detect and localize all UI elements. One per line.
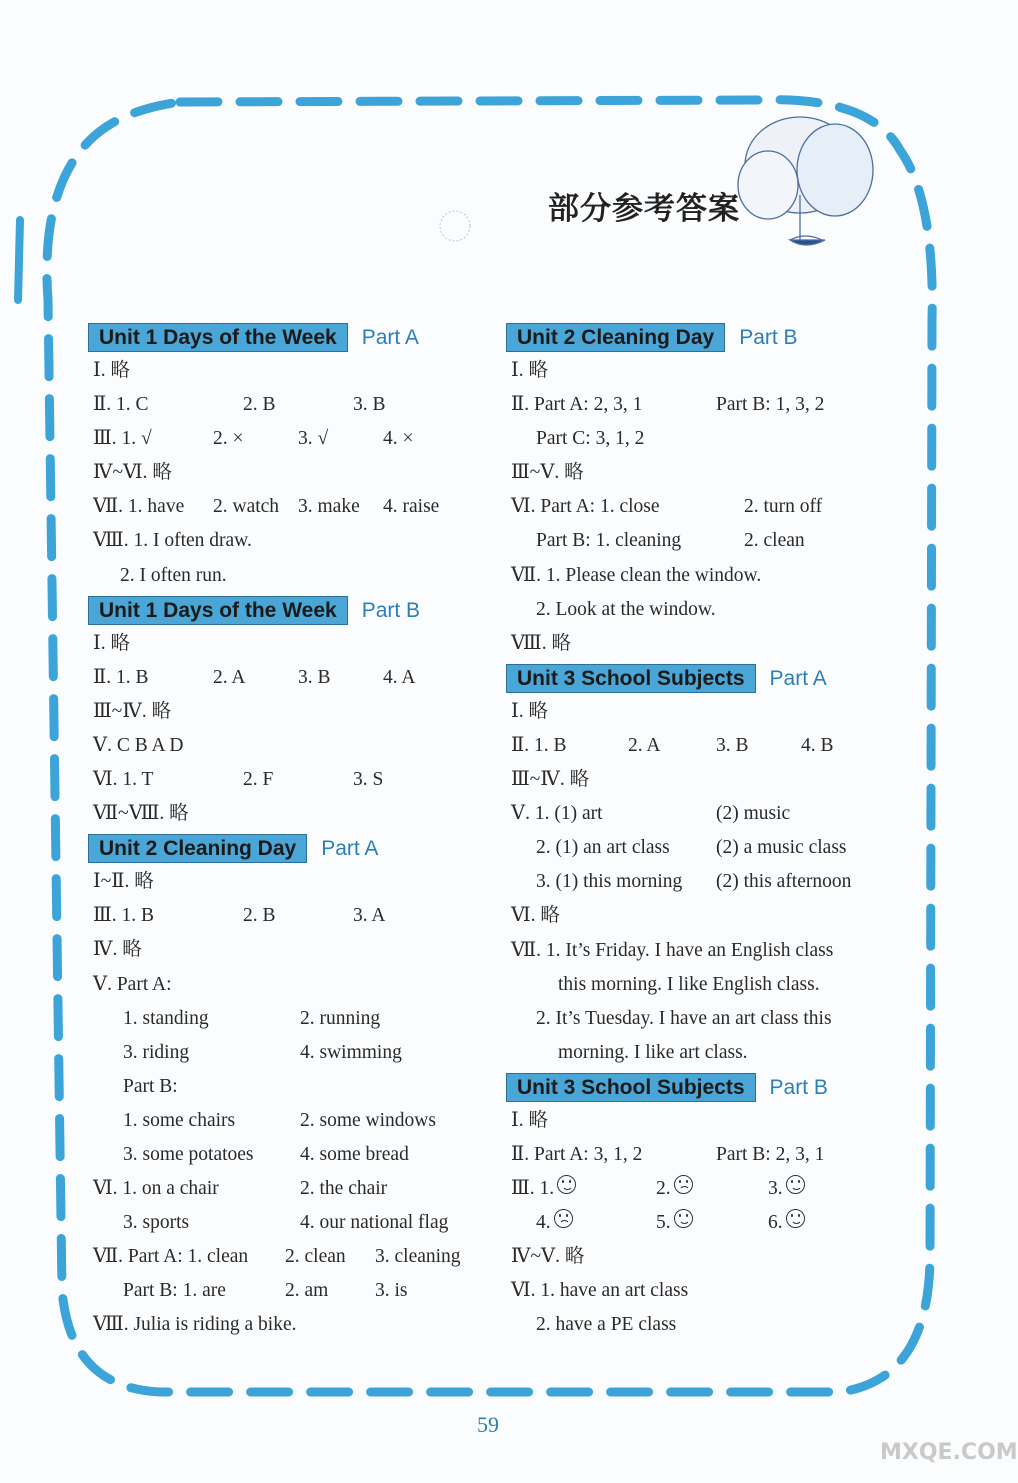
answer-line [506,729,926,763]
answer-text: 3. (1) this morning [536,871,683,893]
answer-text: Ⅰ. 略 [93,360,130,381]
answer-line [506,490,926,524]
answer-text: Ⅶ~Ⅷ. 略 [93,803,189,825]
answer-line [88,354,508,388]
answer-line [88,490,508,524]
answer-text: 4. raise [383,496,440,518]
section-header [88,831,508,863]
answer-text: morning. I like art class. [558,1041,748,1063]
answer-line [506,524,926,558]
smiley-face-icon [786,1175,805,1194]
answer-text: 2. am [285,1280,329,1302]
page-number: 59 [477,1412,499,1437]
answer-text: 3. A [353,905,386,927]
answer-text: Part B: 1, 3, 2 [716,394,825,416]
answer-line [88,1138,508,1172]
answer-line [506,899,926,933]
answer-text: Ⅰ. 略 [511,1109,548,1131]
answer-text: 2. B [243,394,276,416]
answer-text: 2. running [300,1007,381,1029]
answer-text: 2. clean [285,1246,346,1268]
answer-text: 3. sports [123,1212,190,1234]
answer-text: Ⅷ. 略 [511,632,571,654]
answer-text: Part B: 1. cleaning [536,530,682,552]
answer-line [506,1206,926,1240]
answer-line [506,1002,926,1036]
answer-text: Part B: 1. are [123,1280,226,1302]
answer-text: 3. B [353,394,386,416]
answer-text: 2. some windows [300,1109,436,1131]
unit-label: Unit 3 School Subjects [506,1073,756,1102]
answer-line [88,1036,508,1070]
answer-text: 1. standing [123,1007,209,1029]
unit-label: Unit 2 Cleaning Day [506,323,725,352]
answer-line [506,1240,926,1274]
answer-text: Ⅱ. 1. B [511,734,567,756]
answer-text: Ⅲ. 1. √ [93,428,152,450]
answer-line [88,422,508,456]
sad-face-icon [554,1209,573,1228]
answer-text: 3. B [298,666,331,688]
answer-text: 3. is [375,1280,408,1302]
answer-text: 3. [768,1178,783,1200]
unit-label: Unit 2 Cleaning Day [88,834,307,863]
answer-line [506,559,926,593]
answer-text: Ⅷ. Julia is riding a bike. [93,1314,297,1336]
smiley-face-icon [557,1175,576,1194]
answer-text: 3. √ [298,428,329,450]
answer-line [88,661,508,695]
answer-line [506,422,926,456]
answer-line [88,1002,508,1036]
answer-text: Ⅵ. 1. on a chair [93,1178,219,1200]
answer-line [506,1104,926,1138]
answer-text: Ⅰ. 略 [511,700,548,722]
answer-line [506,934,926,968]
smiley-face-icon [674,1209,693,1228]
answer-text: 5. [656,1212,671,1234]
answer-text: 2. turn off [744,496,823,518]
answer-line [506,1308,926,1342]
answer-text: 4. [536,1212,551,1234]
answer-text: Ⅳ~Ⅴ. 略 [511,1246,585,1268]
part-label: Part A [321,837,379,861]
answer-text: Ⅵ. Part A: 1. close [511,496,660,518]
face-answer [511,1172,576,1206]
answer-line [506,695,926,729]
answer-text: Ⅱ. Part A: 3, 1, 2 [511,1143,643,1165]
unit-label: Unit 1 Days of the Week [88,323,348,352]
answer-line [506,1172,926,1206]
answer-text: Ⅰ. 略 [93,632,130,654]
answer-line [88,1308,508,1342]
answer-line [88,695,508,729]
answer-line [88,1070,508,1104]
unit-label: Unit 3 School Subjects [506,664,756,693]
answer-text: 2. [656,1178,671,1200]
answer-text: 3. some potatoes [123,1143,254,1165]
answer-text: Part B: 2, 3, 1 [716,1143,825,1165]
answer-text: Ⅱ. 1. C [93,394,149,416]
answer-line [506,1036,926,1070]
answer-text: 4. swimming [300,1041,402,1063]
answer-line [88,1172,508,1206]
answer-text: Ⅴ. 1. (1) art [511,803,603,825]
answer-line [88,865,508,899]
answer-text: Ⅱ. Part A: 2, 3, 1 [511,394,643,416]
right-column [506,320,926,1343]
answer-line [506,593,926,627]
watermark-logo: MXQE.COM [880,1440,1018,1465]
smiley-face-icon [786,1209,805,1228]
answer-text: Part C: 3, 1, 2 [536,428,645,450]
part-label: Part B [769,1075,828,1099]
face-answer [656,1206,693,1240]
answer-text: 2. F [243,769,274,791]
face-answer [536,1206,573,1240]
answer-text: Ⅵ. 略 [511,905,560,927]
tree-illustration [738,117,873,245]
answer-text: 4. some bread [300,1143,409,1165]
answer-text: Ⅳ~Ⅵ. 略 [93,462,172,484]
answer-text: 3. cleaning [375,1246,461,1268]
answer-text: 2. It’s Tuesday. I have an art class this [536,1007,832,1029]
answer-text: (2) a music class [716,837,847,859]
answer-text: Ⅴ. Part A: [93,973,172,995]
answer-text: Ⅶ. Part A: 1. clean [93,1246,249,1268]
answer-text: Ⅵ. 1. have an art class [511,1280,689,1302]
answer-line [88,388,508,422]
answer-text: 4. B [801,734,834,756]
answer-text: 2. A [628,734,661,756]
answer-text: Ⅱ. 1. B [93,666,149,688]
answer-text: 4. A [383,666,416,688]
answer-text: 3. riding [123,1041,190,1063]
section-header [88,320,508,352]
face-answer [768,1206,805,1240]
answer-text: 2. watch [213,496,280,518]
answer-line [506,1274,926,1308]
answer-text: 2. Look at the window. [536,598,716,620]
answer-text: 6. [768,1212,783,1234]
answer-text: 1. some chairs [123,1109,236,1131]
answer-line [506,865,926,899]
answer-text: 3. make [298,496,360,518]
part-label: Part B [739,326,798,349]
answer-text: Ⅲ. 1. B [93,905,155,927]
sun-doodle [440,211,470,241]
answer-line [88,1104,508,1138]
answer-text: 3. B [716,734,749,756]
sad-face-icon [674,1175,693,1194]
part-label: Part A [361,326,419,349]
answer-text: 4. our national flag [300,1212,449,1234]
answer-text: 2. × [213,428,244,450]
answer-text: 2. (1) an art class [536,837,670,859]
unit-label: Unit 1 Days of the Week [88,596,348,625]
answer-text: Ⅵ. 1. T [93,769,154,791]
answer-text: 2. have a PE class [536,1314,677,1336]
answer-line [88,729,508,763]
answer-text: 4. × [383,428,414,450]
answer-text: Ⅶ. 1. It’s Friday. I have an English class [511,939,834,961]
page-title: 部分参考答案 [548,191,740,227]
answer-text: Ⅰ. 略 [511,360,548,381]
answer-line [506,968,926,1002]
answer-line [88,559,508,593]
answer-text: Ⅶ. 1. Please clean the window. [511,564,762,586]
part-label: Part B [361,598,421,622]
answer-line [88,1274,508,1308]
answer-text: Ⅷ. 1. I often draw. [93,530,252,552]
answer-text: Ⅶ. 1. have [93,496,185,518]
answer-line [88,524,508,558]
answer-text: Ⅴ. C B A D [93,734,184,756]
answer-line [506,797,926,831]
section-header [506,661,926,693]
answer-text: Ⅲ. 1. [511,1178,555,1200]
answer-line [506,627,926,661]
answer-line [506,763,926,797]
answer-text: (2) music [716,803,791,825]
answer-text: 3. S [353,769,384,791]
answer-text: Ⅳ. 略 [93,939,142,961]
answer-text: 2. B [243,905,276,927]
answer-text: Ⅰ~Ⅱ. 略 [93,871,154,893]
answer-line [506,388,926,422]
answer-text: this morning. I like English class. [558,973,820,995]
section-header [506,1070,926,1102]
answer-line [506,354,926,388]
answer-text: 2. I often run. [120,564,227,586]
face-answer [768,1172,805,1206]
answer-line [88,456,508,490]
answer-line [88,763,508,797]
answer-text: Ⅲ~Ⅴ. 略 [511,462,584,484]
answer-line [88,627,508,661]
face-answer [656,1172,693,1206]
answer-text: Ⅲ~Ⅳ. 略 [511,769,590,791]
section-header [88,593,508,625]
answer-text: 2. A [213,666,246,688]
left-column [88,320,508,1343]
section-header [506,320,926,352]
answer-line [88,1206,508,1240]
answer-text: Ⅲ~Ⅳ. 略 [93,700,172,722]
answer-line [506,1138,926,1172]
answer-line [88,933,508,967]
part-label: Part A [769,666,827,690]
answer-text: (2) this afternoon [716,871,852,893]
answer-line [506,456,926,490]
answer-line [88,968,508,1002]
answer-line [88,797,508,831]
answer-text: Part B: [123,1075,178,1097]
answer-text: 2. the chair [300,1178,388,1200]
answer-line [88,1240,508,1274]
answer-text: 2. clean [744,530,805,552]
answer-line [88,899,508,933]
answer-line [506,831,926,865]
